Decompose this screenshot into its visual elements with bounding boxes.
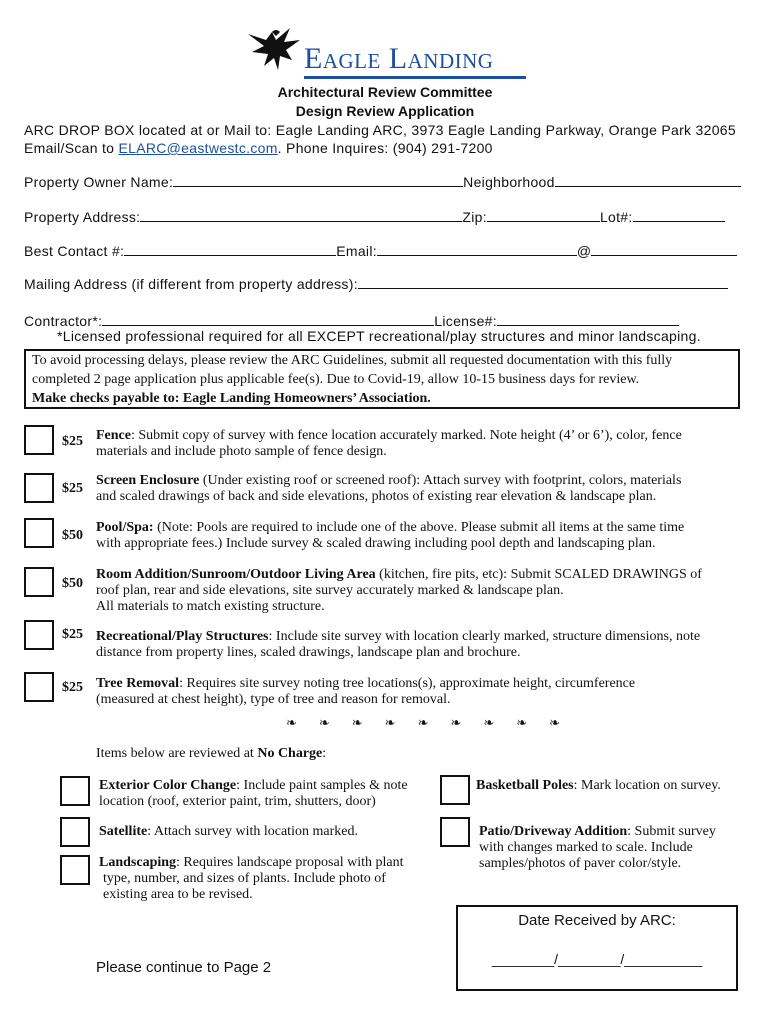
screen-enclosure-desc-2: and scaled drawings of back and side elevations, photos of existing rear elevation & landscape plan. <box>96 489 657 504</box>
notice-line-1: To avoid processing delays, please review the ARC Guidelines, submit all requested documentation with this fully <box>32 353 673 368</box>
owner-field[interactable] <box>173 172 463 187</box>
notice-line-2: completed 2 page application plus applicable fee(s). Due to Covid-19, allow 10-15 business days for review. <box>32 372 640 387</box>
basketball-poles-desc-1: : Mark location on survey. <box>573 778 721 793</box>
address-row <box>24 207 744 225</box>
licensed-note: *Licensed professional required for all EXCEPT recreational/play structures and minor landscaping. <box>57 328 701 344</box>
flourish-divider: ❧❧❧❧❧❧❧❧❧ <box>286 716 583 731</box>
date-received-box <box>456 905 738 991</box>
tree-removal-title: Tree Removal <box>96 676 180 691</box>
patio-driveway-checkbox[interactable] <box>440 817 470 847</box>
notice-line-3: Make checks payable to: Eagle Landing Homeowners’ Association. <box>32 391 431 406</box>
owner-label: Property Owner Name: <box>24 174 174 190</box>
exterior-color-desc-2: location (roof, exterior paint, trim, shutters, door) <box>99 794 376 809</box>
date-received-label: Date Received by ARC: <box>518 912 676 929</box>
landscaping-title: Landscaping <box>99 855 177 870</box>
exterior-color-description <box>99 778 408 810</box>
patio-driveway-title: Patio/Driveway Addition <box>479 824 628 839</box>
room-addition-desc-1: (kitchen, fire pits, etc): Submit SCALED DRAWINGS of <box>375 567 702 582</box>
room-addition-description <box>96 567 702 615</box>
email-link[interactable]: ELARC@eastwestc.com <box>118 140 278 156</box>
mailing-row <box>24 274 744 292</box>
screen-enclosure-title: Screen Enclosure <box>96 473 200 488</box>
no-charge-suffix: : <box>322 746 327 761</box>
exterior-color-checkbox[interactable] <box>60 776 90 806</box>
pool-spa-title: Pool/Spa: <box>96 520 154 535</box>
play-structures-fee: $25 <box>62 627 83 642</box>
satellite-description <box>99 824 358 840</box>
landscaping-description <box>99 855 404 903</box>
neighborhood-field[interactable] <box>555 172 741 187</box>
tree-removal-desc-1: : Requires site survey noting tree locations(s), approximate height, circumference <box>179 676 636 691</box>
contact-line <box>24 140 493 156</box>
play-structures-description <box>96 629 700 661</box>
room-addition-desc-3: All materials to match existing structure. <box>96 599 325 614</box>
satellite-desc-1: : Attach survey with location marked. <box>147 824 358 839</box>
mailing-field[interactable] <box>358 274 728 289</box>
patio-driveway-description <box>479 824 716 872</box>
landscaping-desc-3: existing area to be revised. <box>103 887 253 902</box>
landscaping-desc-1: : Requires landscape proposal with plant <box>176 855 404 870</box>
contact-row <box>24 241 744 259</box>
no-charge-prefix: Items below are reviewed at <box>96 746 258 761</box>
tree-removal-checkbox[interactable] <box>24 672 54 702</box>
no-charge-heading <box>96 746 326 762</box>
basketball-poles-checkbox[interactable] <box>440 775 470 805</box>
license-label: License#: <box>434 313 497 329</box>
eagle-icon <box>246 26 306 80</box>
patio-driveway-desc-3: samples/photos of paver color/style. <box>479 856 682 871</box>
contractor-row <box>24 311 744 329</box>
continue-note: Please continue to Page 2 <box>96 959 272 976</box>
exterior-color-title: Exterior Color Change <box>99 778 237 793</box>
owner-row <box>24 172 744 190</box>
email-domain-field[interactable] <box>591 241 737 256</box>
play-structures-desc-2: distance from property lines, scaled drawings, landscape plan and brochure. <box>96 645 521 660</box>
eagle-landing-logo <box>246 26 536 80</box>
fence-checkbox[interactable] <box>24 425 54 455</box>
contractor-field[interactable] <box>102 311 434 326</box>
satellite-title: Satellite <box>99 824 148 839</box>
contact-field[interactable] <box>124 241 336 256</box>
lot-field[interactable] <box>633 207 725 222</box>
zip-field[interactable] <box>487 207 600 222</box>
basketball-poles-description <box>476 778 721 794</box>
screen-enclosure-desc-1: (Under existing roof or screened roof): Attach survey with footprint, colors, materials <box>199 473 682 488</box>
fence-fee: $25 <box>62 434 83 449</box>
lot-label: Lot#: <box>599 209 633 225</box>
screen-enclosure-checkbox[interactable] <box>24 473 54 503</box>
landscaping-desc-2: type, number, and sizes of plants. Include photo of <box>103 871 386 886</box>
contact-label: Best Contact #: <box>24 243 125 259</box>
email-label: Email: <box>336 243 377 259</box>
date-received-field[interactable]: ________/________/__________ <box>491 951 703 967</box>
at-sign: @ <box>576 243 592 259</box>
license-field[interactable] <box>497 311 679 326</box>
no-charge-bold: No Charge <box>257 746 323 761</box>
neighborhood-label: Neighborhood <box>463 174 555 190</box>
brand-name: Eagle Landing <box>304 42 494 75</box>
room-addition-fee: $50 <box>62 576 83 591</box>
application-title: Design Review Application <box>295 103 475 119</box>
address-field[interactable] <box>140 207 462 222</box>
drop-box-address: ARC DROP BOX located at or Mail to: Eagle Landing ARC, 3973 Eagle Landing Parkway, Orange Park 32065 <box>24 122 736 138</box>
tree-removal-fee: $25 <box>62 680 83 695</box>
room-addition-checkbox[interactable] <box>24 567 54 597</box>
satellite-checkbox[interactable] <box>60 817 90 847</box>
processing-notice <box>24 349 740 409</box>
room-addition-desc-2: roof plan, rear and side elevations, site survey accurately marked & landscape plan. <box>96 583 564 598</box>
play-structures-desc-1: : Include site survey with location clearly marked, structure dimensions, note <box>268 629 701 644</box>
pool-spa-checkbox[interactable] <box>24 518 54 548</box>
fence-desc-2: materials and include photo sample of fence design. <box>96 444 387 459</box>
phone-text: . Phone Inquires: (904) 291-7200 <box>277 140 493 156</box>
pool-spa-fee: $50 <box>62 528 83 543</box>
pool-spa-desc-2: with appropriate fees.) Include survey & scaled drawing including pool depth and landscaping plan. <box>96 536 656 551</box>
landscaping-checkbox[interactable] <box>60 855 90 885</box>
contractor-label: Contractor*: <box>24 313 103 329</box>
play-structures-checkbox[interactable] <box>24 620 54 650</box>
exterior-color-desc-1: : Include paint samples & note <box>236 778 408 793</box>
tree-removal-description <box>96 676 635 708</box>
room-addition-title: Room Addition/Sunroom/Outdoor Living Area <box>96 567 376 582</box>
fence-title: Fence <box>96 428 131 443</box>
email-user-field[interactable] <box>377 241 577 256</box>
address-label: Property Address: <box>24 209 141 225</box>
screen-enclosure-fee: $25 <box>62 481 83 496</box>
patio-driveway-desc-2: with changes marked to scale. Include <box>479 840 693 855</box>
pool-spa-desc-1: (Note: Pools are required to include one of the above. Please submit all items at the same time <box>153 520 685 535</box>
fence-description <box>96 428 682 460</box>
fence-desc-1: : Submit copy of survey with fence location accurately marked. Note height (4’ or 6’), color, fence <box>130 428 682 443</box>
committee-title: Architectural Review Committee <box>277 84 493 100</box>
patio-driveway-desc-1: : Submit survey <box>627 824 716 839</box>
tree-removal-desc-2: (measured at chest height), type of tree and reason for removal. <box>96 692 451 707</box>
mailing-label: Mailing Address (if different from property address): <box>24 276 358 292</box>
email-prefix: Email/Scan to <box>24 140 115 156</box>
zip-label: Zip: <box>462 209 487 225</box>
basketball-poles-title: Basketball Poles <box>476 778 574 793</box>
screen-enclosure-description <box>96 473 681 505</box>
pool-spa-description <box>96 520 684 552</box>
play-structures-title: Recreational/Play Structures <box>96 629 269 644</box>
brand-underline <box>304 76 526 79</box>
